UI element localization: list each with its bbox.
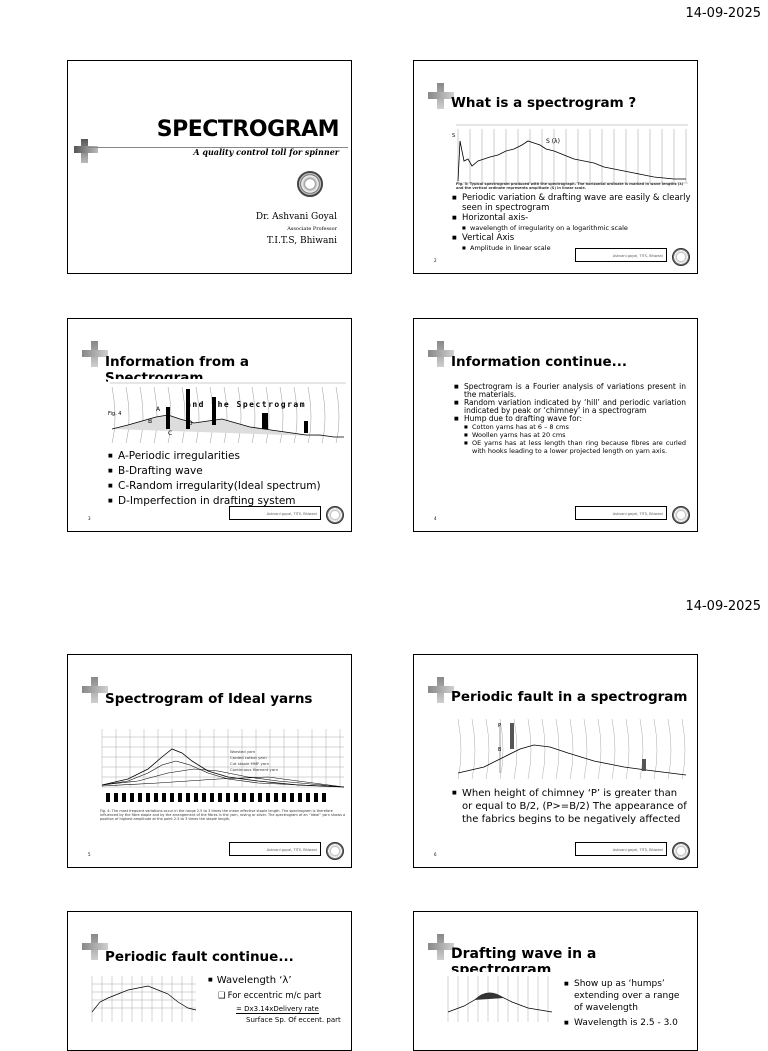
slide-title: Drafting wave in a spectrogram [451, 946, 597, 978]
list-item: ■ Amplitude in linear scale [452, 243, 692, 253]
institute-logo [297, 171, 323, 197]
svg-text:A: A [156, 406, 161, 413]
deck-title: SPECTROGRAM [156, 117, 339, 142]
svg-text:B: B [148, 418, 153, 425]
legend-item: Worsted yarn [230, 749, 256, 754]
formula-denominator: Surface Sp. Of eccent. part [246, 1016, 341, 1024]
list-item: ■ Wavelength is 2.5 - 3.0 [564, 1017, 684, 1029]
bullet-list [452, 193, 692, 253]
slide-title: Information continue... [451, 354, 628, 370]
list-item: ■ Horizontal axis- [452, 213, 692, 223]
seal-icon [672, 506, 690, 524]
page-number: 2 [434, 258, 437, 263]
spectrogram-figure [108, 379, 348, 449]
spectrogram-figure [454, 711, 690, 787]
list-item: ■ OE yarns has at less length than ring because fibres are curled with hooks leading to a lower projected length on yarn axis. [454, 439, 686, 455]
svg-text:Fig. 4: Fig. 4 [108, 411, 122, 417]
slide-title: Periodic fault continue... [105, 949, 294, 965]
fig-text: and the Spectrogram [186, 400, 307, 409]
bullet-list [564, 978, 684, 1029]
seal-icon [326, 842, 344, 860]
list-item: ■ wavelength of irregularity on a logarithmic scale [452, 223, 692, 233]
list-item: ■ Hump due to drafting wave for: [454, 415, 686, 423]
slide-1 [67, 60, 352, 274]
list-item: ■ When height of chimney ‘P’ is greater than or equal to B/2, (P>=B/2) The appearance of the fabrics begins to be negatively affected [452, 787, 688, 826]
page-number: 3 [88, 516, 91, 521]
author-name: Dr. Ashvani Goyal [255, 212, 337, 222]
slide-title: Information from a Spectrogram [105, 354, 249, 386]
slide-2 [413, 60, 698, 274]
svg-text:D: D [188, 420, 193, 427]
page-number: 6 [434, 852, 437, 857]
page-date-top: 14-09-2025 [685, 6, 761, 21]
slide-decoration [74, 139, 96, 161]
slide-8 [413, 911, 698, 1051]
footer-credit: Ashvani goyal, TITS, Bhiwani [575, 842, 667, 856]
formula: = Dx3.14xDelivery rate [236, 1005, 319, 1013]
wavelength-label: ■ Wavelength ‘λ’ [208, 975, 292, 986]
footer-credit: Ashvani goyal, TITS, Bhiwani [229, 506, 321, 520]
page-number: 5 [88, 852, 91, 857]
fig-label: S (λ) [546, 138, 560, 145]
spectrogram-figure [88, 972, 200, 1028]
svg-text:P: P [498, 723, 502, 729]
fig-caption: Fig. 4: The most frequent variations occur in the range 2.5 to 3 times the mean effective staple length. The spectrogram is therefore influenced by the fibre staple and by the arrangement of the fibres in the yarn, roving or sliver. The spectrogram of an “ideal” yarn shows a position of highest amplitude at the point 2.5 to 3 times the staple length. [100, 809, 346, 822]
svg-text:C: C [168, 430, 173, 437]
list-item: ■ Woollen yarns has at 20 cms [454, 431, 686, 439]
slide-4 [413, 318, 698, 532]
seal-icon [672, 248, 690, 266]
legend-item: Carded cotton yarn [230, 755, 267, 760]
slide-title: What is a spectrogram ? [451, 95, 637, 111]
list-item: ■ A-Periodic irregularities [108, 449, 348, 464]
slide-5 [67, 654, 352, 868]
footer-credit: Ashvani goyal, TITS, Bhiwani [229, 842, 321, 856]
bullet-list [454, 383, 686, 455]
list-item: ■ Periodic variation & drafting wave are easily & clearly seen in spectrogram [452, 193, 692, 213]
author-role: Associate Professor [287, 226, 337, 232]
list-item: ■ Vertical Axis [452, 233, 692, 243]
slide-6 [413, 654, 698, 868]
bullet-list [452, 787, 688, 826]
slide-3 [67, 318, 352, 532]
footer-credit: Ashvani goyal, TITS, Bhiwani [575, 506, 667, 520]
list-item: ■ C-Random irregularity(Ideal spectrum) [108, 479, 348, 494]
list-item: ■ Show up as ‘humps’ extending over a range of wavelength [564, 978, 684, 1014]
page-number: 4 [434, 516, 437, 521]
page-date-bottom: 14-09-2025 [685, 599, 761, 614]
slide-title: Periodic fault in a spectrogram [451, 689, 688, 705]
svg-text:B: B [498, 747, 502, 753]
legend-item: Cut staple MMF yarn [230, 761, 269, 766]
seal-icon [672, 842, 690, 860]
footer-credit: Ashvani goyal, TITS, Bhiwani [575, 248, 667, 262]
sub-bullet: ❑ For eccentric m/c part [218, 991, 322, 1001]
fig-caption: Fig. 3: Typical spectrogram produced with the spectrograph. The horizontal ordinate is marked in wave lengths (λ) and the vertical ordinate represents amplitude (S) in linear scale. [456, 182, 684, 190]
seal-icon [326, 506, 344, 524]
deck-subtitle: A quality control toll for spinner [193, 147, 339, 157]
list-item: ■ D-Imperfection in drafting system [108, 494, 348, 509]
bullet-list [108, 449, 348, 509]
slide-title: Spectrogram of Ideal yarns [105, 691, 313, 707]
list-item: ■ Spectrogram is a Fourier analysis of variations present in the materials. [454, 383, 686, 399]
author-org: T.I.T.S, Bhiwani [266, 236, 337, 246]
legend-item: Continuous filament yarn [230, 767, 279, 772]
slide-7 [67, 911, 352, 1051]
spectrogram-figure [444, 972, 556, 1028]
spectrogram-figure [98, 717, 348, 807]
list-item: ■ B-Drafting wave [108, 464, 348, 479]
list-item: ■ Cotton yarns has at 6 – 8 cms [454, 423, 686, 431]
list-item: ■ Random variation indicated by ‘hill’ and periodic variation indicated by peak or ‘chimney’ in a spectrogram [454, 399, 686, 415]
svg-text:S: S [452, 133, 456, 139]
